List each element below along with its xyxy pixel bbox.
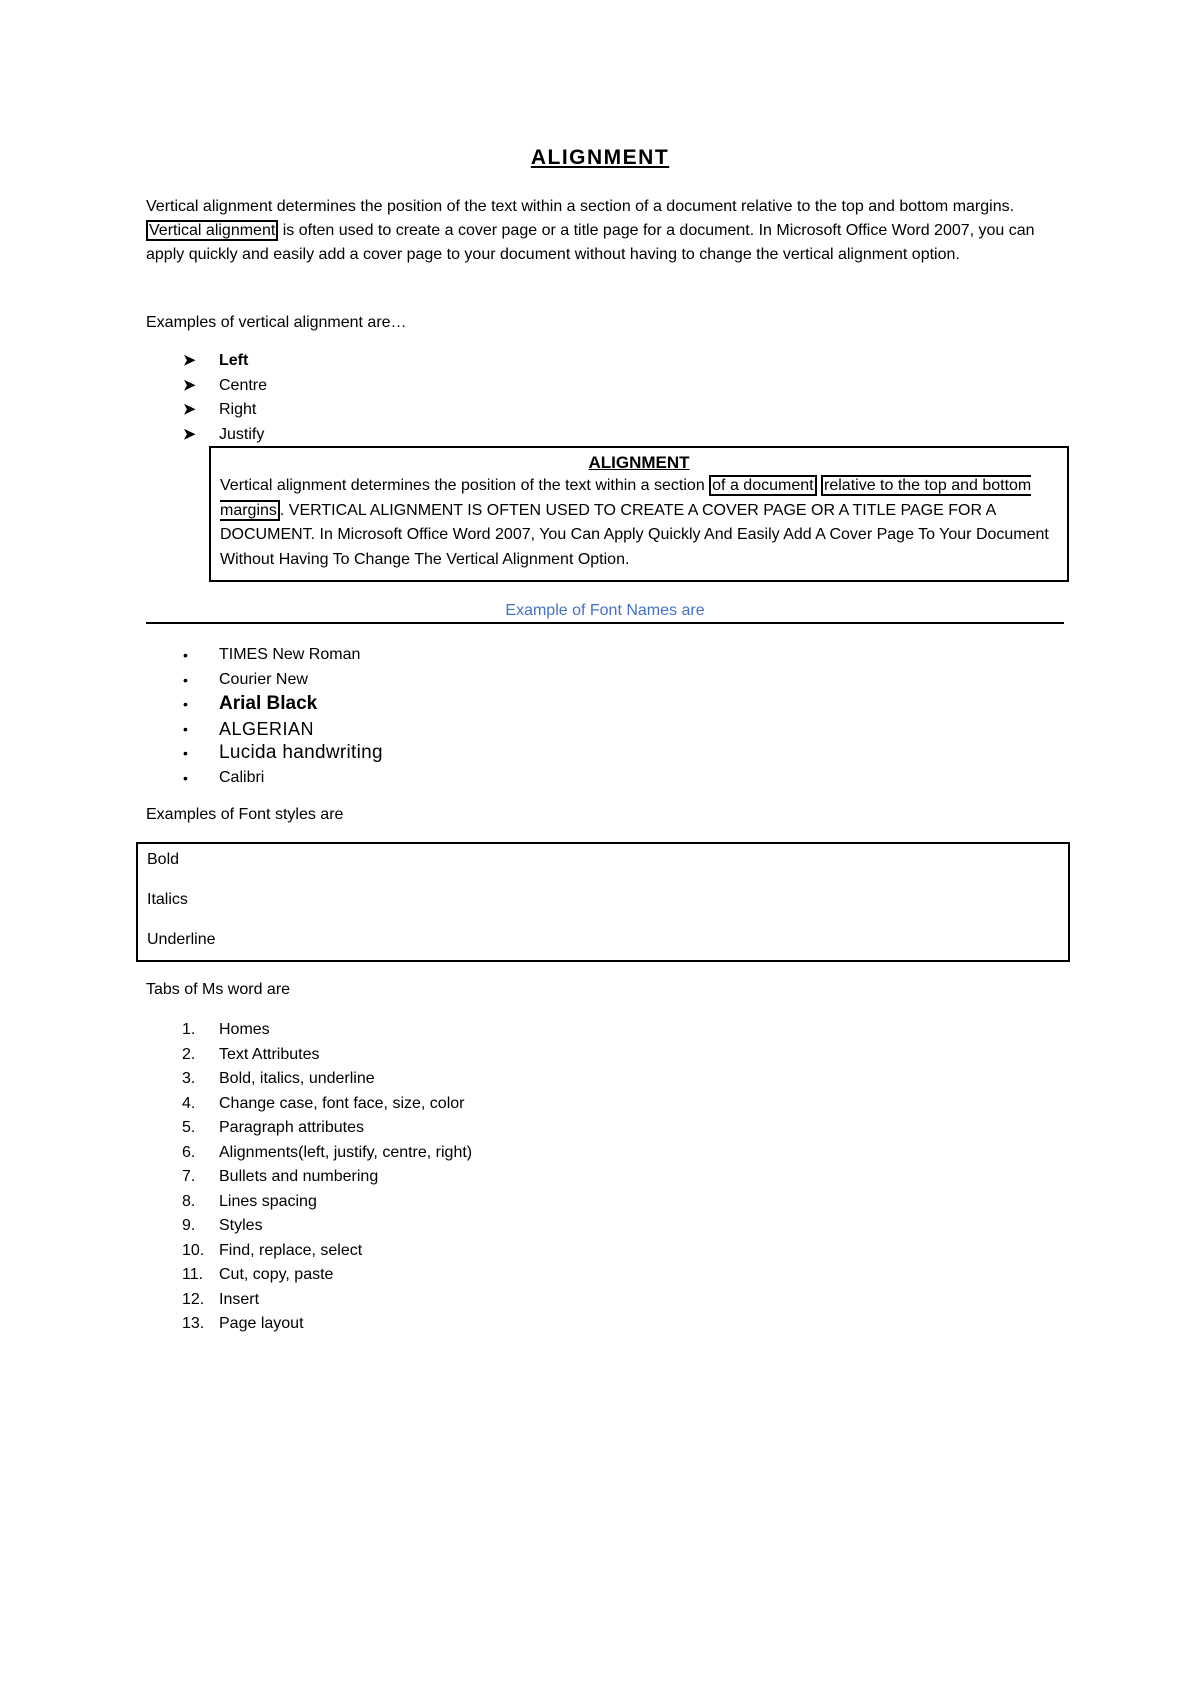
arrow-bullet-icon: ➤ — [183, 352, 196, 369]
list-item: 11. Cut, copy, paste — [182, 1266, 334, 1283]
list-item: 7. Bullets and numbering — [182, 1168, 379, 1185]
tabs-label: Tabs of Ms word are — [146, 981, 291, 998]
list-item: 3. Bold, italics, underline — [182, 1070, 375, 1087]
bullet-icon: • — [183, 696, 188, 712]
list-item: ➤ Right — [183, 398, 267, 423]
alignment-text-box — [209, 446, 1069, 582]
intro-text-1: Vertical alignment determines the position of the text within a section of a document relative to the top and bottom margins. — [146, 198, 1015, 215]
list-item: • ALGERIAN — [183, 717, 383, 742]
list-item: 9. Styles — [182, 1217, 263, 1234]
list-item: 13. Page layout — [182, 1315, 304, 1332]
bullet-icon: • — [183, 671, 188, 688]
list-item: 8. Lines spacing — [182, 1192, 317, 1210]
box-title: ALIGNMENT — [588, 453, 690, 472]
list-item: • TIMES New Roman — [183, 643, 383, 668]
font-style-item: Bold — [147, 851, 180, 868]
page-title: ALIGNMENT — [530, 146, 670, 169]
bullet-icon: • — [183, 647, 188, 663]
arrow-bullet-icon: ➤ — [183, 401, 196, 418]
font-style-item: Underline — [147, 931, 216, 948]
list-item: 12. Insert — [182, 1290, 260, 1308]
list-item: 10. Find, replace, select — [182, 1241, 363, 1259]
list-item: 2. Text Attributes — [182, 1045, 320, 1063]
boxed-phrase: relative to the top and bottom margins — [220, 477, 1032, 519]
horizontal-rule — [146, 622, 1064, 624]
boxed-phrase: of a document — [709, 475, 816, 496]
boxed-phrase: Vertical alignment — [146, 220, 278, 241]
tabs-list — [182, 1018, 472, 1337]
arrow-bullet-icon: ➤ — [183, 425, 196, 443]
list-item: ➤ Centre — [183, 374, 267, 399]
bullet-icon: • — [183, 745, 188, 761]
list-item: • Calibri — [183, 766, 383, 791]
alignment-list — [183, 349, 267, 447]
intro-text-2: is often used to create a cover page or a title page for a document. In Microsoft Office Word 2007, you can apply quickly and easily add a cover page to your document without having to change the vertical alignment option. — [146, 222, 1035, 263]
list-item: 6. Alignments(left, justify, centre, right) — [182, 1143, 473, 1161]
list-item: ➤ Justify — [183, 423, 267, 448]
list-item: 1. Homes — [182, 1021, 270, 1038]
font-names-list — [183, 643, 383, 790]
list-item: ➤ Left — [183, 349, 267, 374]
bullet-icon: • — [183, 769, 188, 786]
font-style-item: Italics — [147, 891, 188, 908]
font-names-heading: Example of Font Names are — [505, 602, 705, 619]
arrow-bullet-icon: ➤ — [183, 376, 196, 394]
examples-label: Examples of vertical alignment are… — [146, 314, 407, 331]
box-paragraph: Vertical alignment determines the position of the text within a section of a document relative to the top and bottom margins . VERTICAL ALIGNMENT IS OFTEN USED TO CREATE A COVER PAGE OR A TITLE PAGE FOR A DOCUMENT. In Microsoft Office Word 2007, You Can Apply Quickly And Easily Add A Cover Page To Your Document Without Having To Change The Vertical Alignment Option. — [220, 477, 1049, 568]
list-item: 4. Change case, font face, size, color — [182, 1094, 465, 1112]
list-item: 5. Paragraph attributes — [182, 1119, 364, 1136]
list-item: • Arial Black — [183, 692, 383, 717]
bullet-icon: • — [183, 720, 188, 737]
intro-paragraph — [146, 195, 1066, 267]
list-item: • Courier New — [183, 668, 383, 693]
font-styles-label: Examples of Font styles are — [146, 806, 344, 823]
list-item: • Lucida handwriting — [183, 741, 383, 766]
font-styles-box — [136, 842, 1070, 962]
